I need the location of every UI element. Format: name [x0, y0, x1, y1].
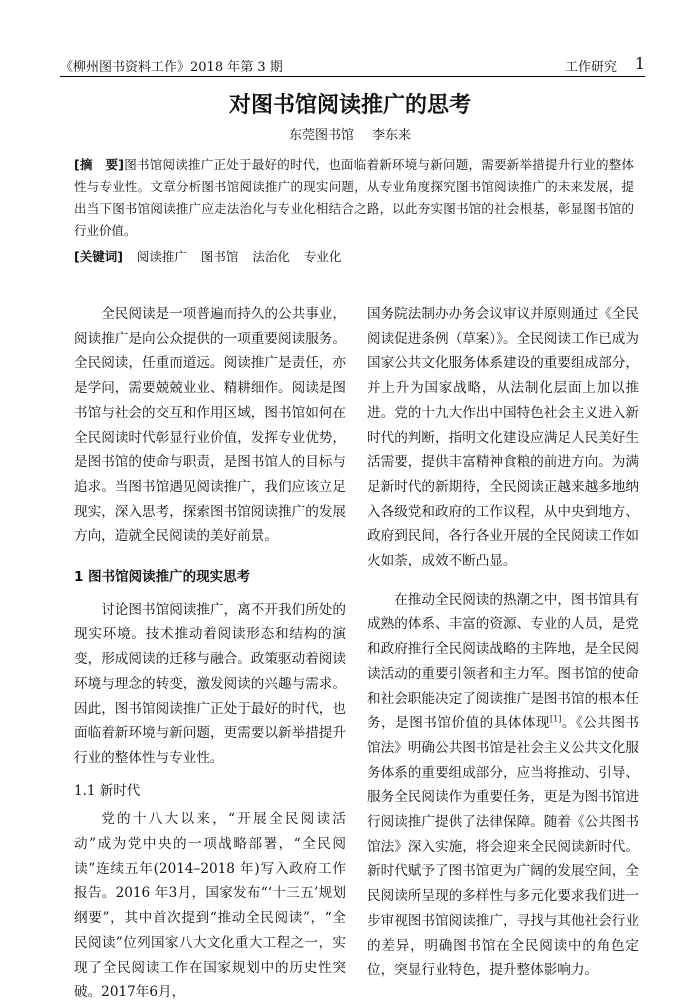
- left-column: [74, 302, 346, 1005]
- running-header: [60, 54, 645, 78]
- keyword: 图书馆: [200, 249, 239, 264]
- abstract: [74, 154, 634, 242]
- keywords: [74, 246, 634, 268]
- body-paragraph: [367, 588, 639, 983]
- author-line: [0, 124, 700, 143]
- section-heading: 1 图书馆阅读推广的现实思考: [74, 569, 251, 586]
- author-name: 李东来: [372, 128, 412, 143]
- affiliation: 东莞图书馆: [288, 128, 354, 143]
- keywords-label: [关键词]: [74, 249, 123, 264]
- header-rule: [60, 76, 645, 77]
- abstract-label: [摘 要]: [74, 157, 124, 172]
- keyword: 专业化: [303, 249, 342, 264]
- citation-ref: [1]: [550, 714, 562, 724]
- body-paragraph: 讨论图书馆阅读推广，离不开我们所处的现实环境。技术推动着阅读形态和结构的演变，形成阅读的迁移与融合。政策驱动着阅读环境与理念的转变，激发阅读的兴趣与需求。因此，图书馆阅读推广正处于最好的时代，也面临着新环境与新问题，更需要以新举措提升行业的整体性与专业性。: [74, 601, 346, 766]
- paragraph-text: 在推动全民阅读的热潮之中，图书馆具有成熟的体系、丰富的资源、专业的人员，是党和政府推行全民阅读战略的主阵地，是全民阅读活动的重要引领者和主力军。图书馆的使命和社会职能决定了阅读推广是图书馆的根本任务，是图书馆价值的具体体现: [367, 591, 639, 732]
- page-number: 1: [634, 54, 645, 73]
- intro-paragraph: 全民阅读是一项普遍而持久的公共事业，阅读推广是向公众提供的一项重要阅读服务。全民阅读，任重而道远。阅读推广是责任，亦是学问，需要兢兢业业、精耕细作。阅读是图书馆与社会的交互和作用区域，图书馆如何在全民阅读时代彰显行业价值，发挥专业优势，是图书馆的使命与职责，是图书馆人的目标与追求。当图书馆遇见阅读推广，我们应该立足现实，深入思考，探索图书馆阅读推广的发展方向，造就全民阅读的美好前景。: [74, 306, 346, 545]
- keyword: 阅读推广: [136, 249, 187, 264]
- body-paragraph: 国务院法制办办务会议审议并原则通过《全民阅读促进条例（草案）》。全民阅读工作已成为国家公共文化服务体系建设的重要组成部分，并上升为国家战略，从法制化层面上加以推进。党的十九大作出中国特色社会主义进入新时代的判断，指明文化建设应满足人民美好生活需要，提供丰富精神食粮的前进方向。为满足新时代的新期待，全民阅读正越来越多地纳入各级党和政府的工作议程，从中央到地方、政府到民间，各行各业开展的全民阅读工作如火如荼，成效不断凸显。: [367, 306, 639, 570]
- journal-issue: 《柳州图书资料工作》2018 年第 3 期: [60, 60, 283, 75]
- right-column: [367, 302, 639, 983]
- keyword: 法治化: [252, 249, 290, 264]
- article-title: 对图书馆阅读推广的思考: [228, 93, 471, 118]
- subsection-heading: 1.1 新时代: [74, 782, 141, 799]
- body-paragraph: 党的十八大以来，“开展全民阅读活动”成为党中央的一项战略部署，“全民阅读”连续五年(2014–2018 年)写入政府工作报告。2016 年3月，国家发布“‘十三五’规划纲要”，其中首次提到“推动全民阅读”，“全民阅读”位列国家八大文化重大工程之一，实现了全民阅读工作在国家规划中的历史性突破。2017年6月，: [74, 811, 346, 1001]
- section-name: 工作研究: [564, 60, 617, 75]
- paragraph-text: 。《公共图书馆法》明确公共图书馆是社会主义公共文化服务体系的重要组成部分，应当将推动、引导、服务全民阅读作为重要任务，更是为图书馆进行阅读推广提供了法律保障。随着《公共图书馆法》深入实施，将会迎来全民阅读新时代。新时代赋予了图书馆更为广阔的发展空间，全民阅读所呈现的多样性与多元化要求我们进一步审视图书馆阅读推广，寻找与其他社会行业的差异，明确图书馆在全民阅读中的角色定位，突显行业特色，提升整体影响力。: [367, 715, 640, 979]
- abstract-text: 图书馆阅读推广正处于最好的时代，也面临着新环境与新问题，需要新举措提升行业的整体性与专业性。文章分析图书馆阅读推广的现实问题，从专业角度探究图书馆阅读推广的未来发展，提出当下图书馆阅读推广应走法治化与专业化相结合之路，以此夯实图书馆的社会根基，彰显图书馆的行业价值。: [74, 157, 634, 238]
